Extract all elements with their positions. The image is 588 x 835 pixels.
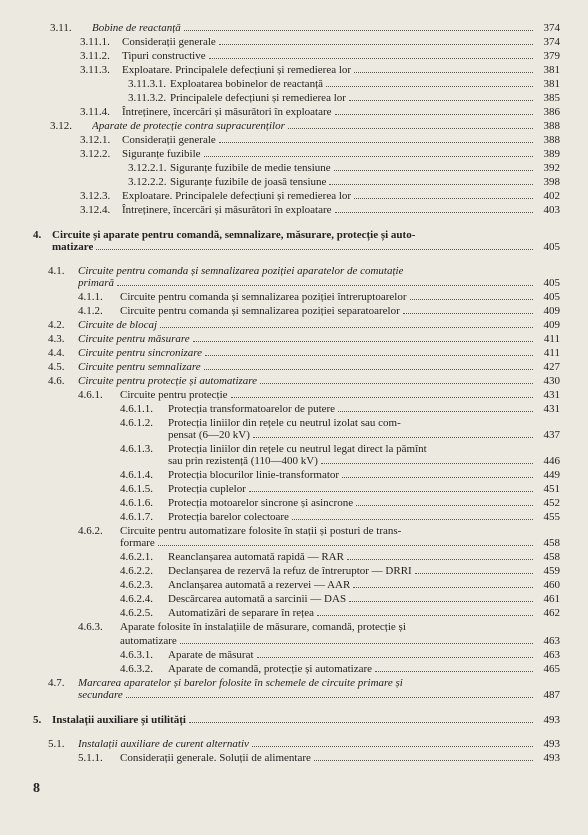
toc-entry-title: Circuite și aparate pentru comandă, semnalizare, măsurare, protecție și auto- (52, 229, 416, 241)
toc-entry (120, 497, 560, 510)
toc-entry-title: Siguranțe fuzibile (122, 148, 201, 160)
toc-entry-number: 3.11.4. (80, 106, 110, 118)
toc-entry-title: Considerații generale (122, 134, 216, 146)
toc-entry-number: 4.6.2.3. (120, 579, 153, 591)
toc-entry-page: 379 (543, 50, 560, 62)
toc-entry-page: 409 (543, 319, 560, 331)
toc-entry-page: 405 (543, 291, 560, 303)
toc-entry-page: 487 (543, 689, 560, 701)
toc-entry-number: 3.12.4. (80, 204, 111, 216)
dot-leader (204, 361, 533, 370)
dot-leader (231, 389, 533, 398)
dot-leader (205, 347, 533, 356)
toc-entry-number: 3.12. (50, 120, 72, 132)
toc-entry-page: 405 (543, 277, 560, 289)
toc-entry-title: Descărcarea automată a sarcinii — DAS (168, 593, 347, 605)
toc-entry (120, 403, 560, 416)
dot-leader (257, 649, 533, 658)
toc-entry-title: Circuite pentru comanda și semnalizarea poziției separatoarelor (120, 305, 400, 317)
toc-entry-page: 431 (543, 389, 560, 401)
toc-entry (78, 689, 560, 702)
toc-entry (80, 36, 560, 49)
dot-leader (180, 635, 533, 644)
toc-entry-page: 431 (543, 403, 560, 415)
toc-entry-number: 3.11.2. (80, 50, 110, 62)
dot-leader (415, 565, 533, 574)
toc-entry-title: Siguranțe fuzibile de joasă tensiune (170, 176, 327, 188)
toc-entry-title: Bobine de reactanță (92, 22, 181, 34)
toc-entry-title: Circuite pentru comanda și semnalizarea poziției întreruptoarelor (120, 291, 407, 303)
toc-entry-title: secundare (78, 689, 123, 701)
toc-entry-title: Exploatare. Principalele defecțiuni și remedierea lor (122, 190, 352, 202)
toc-entry-title: Circuite pentru măsurare (78, 333, 190, 345)
dot-leader (353, 579, 533, 588)
toc-entry-title: Aparate de comandă, protecție și automatizare (168, 663, 373, 675)
toc-entry (78, 277, 560, 290)
toc-entry-number: 4.4. (48, 347, 65, 359)
toc-entry-number: 4.6.1. (78, 389, 103, 401)
toc-entry-page: 451 (543, 483, 560, 495)
dot-leader (314, 752, 533, 761)
toc-entry (120, 593, 560, 606)
dot-leader (193, 333, 533, 342)
toc-entry-page: 493 (543, 738, 560, 750)
toc-entry-number: 4.7. (48, 677, 65, 689)
toc-entry-number: 4.6.2.4. (120, 593, 153, 605)
toc-entry-number: 4.5. (48, 361, 65, 373)
toc-entry-page: 446 (543, 455, 560, 467)
toc-entry (120, 607, 560, 620)
toc-entry-title: Considerații generale. Soluții de alimentare (120, 752, 311, 764)
toc-entry-title: Exploatarea bobinelor de reactanță (170, 78, 324, 90)
toc-entry-title: Protecția blocurilor linie-transformator (168, 469, 340, 481)
toc-entry-title: Automatizări de separare în rețea (168, 607, 314, 619)
toc-entry (48, 361, 560, 374)
toc-entry-number: 4.6.2.5. (120, 607, 153, 619)
dot-leader (126, 689, 533, 698)
dot-leader (342, 469, 533, 478)
dot-leader (334, 162, 533, 171)
toc-entry-title: Declanșarea de rezervă la refuz de întreruptor — DRRI (168, 565, 412, 577)
toc-entry (120, 565, 560, 578)
toc-entry-title: pensat (6—20 kV) (168, 429, 250, 441)
toc-entry-number: 4.6.2.2. (120, 565, 153, 577)
toc-entry-title: Considerații generale (122, 36, 216, 48)
toc-entry (128, 162, 560, 175)
toc-entry (78, 621, 560, 634)
dot-leader (338, 403, 533, 412)
toc-entry-title: Întreținere, încercări și măsurători în exploatare (122, 106, 332, 118)
dot-leader (184, 22, 533, 31)
toc-entry-number: 3.12.3. (80, 190, 111, 202)
toc-entry-number: 4.1.2. (78, 305, 103, 317)
toc-entry-page: 389 (543, 148, 560, 160)
dot-leader (260, 375, 533, 384)
toc-entry (120, 511, 560, 524)
toc-entry-page: 402 (543, 190, 560, 202)
toc-entry-number: 4.6.1.7. (120, 511, 153, 523)
toc-entry-title: Protecția liniilor din rețele cu neutrul legat direct la pămînt (168, 443, 427, 455)
toc-entry-number: 4.2. (48, 319, 65, 331)
toc-entry (80, 106, 560, 119)
toc-entry-number: 4. (33, 229, 42, 241)
toc-entry (120, 663, 560, 676)
toc-entry (48, 375, 560, 388)
toc-entry (128, 92, 560, 105)
toc-entry (48, 738, 560, 751)
toc-entry-page: 386 (543, 106, 560, 118)
toc-entry-number: 5.1. (48, 738, 65, 750)
dot-leader (403, 305, 533, 314)
toc-entry (33, 714, 560, 727)
dot-leader (160, 319, 533, 328)
dot-leader (335, 204, 533, 213)
toc-entry-title: Circuite pentru protecție (120, 389, 228, 401)
toc-entry-title: Circuite de blocaj (78, 319, 158, 331)
toc-entry-number: 4.6.3.1. (120, 649, 153, 661)
dot-leader (219, 134, 533, 143)
dot-leader (96, 241, 533, 250)
toc-entry-title: Instalații auxiliare și utilități (52, 714, 186, 726)
toc-entry-number: 4.6. (48, 375, 65, 387)
toc-entry-page: 388 (543, 134, 560, 146)
dot-leader (410, 291, 534, 300)
dot-leader (356, 497, 533, 506)
toc-entry-number: 3.11.3. (80, 64, 110, 76)
toc-entry (80, 190, 560, 203)
toc-entry-page: 388 (543, 120, 560, 132)
toc-entry-page: 460 (543, 579, 560, 591)
dot-leader (329, 176, 533, 185)
toc-entry-page: 398 (543, 176, 560, 188)
toc-entry-number: 4.6.1.3. (120, 443, 153, 455)
toc-entry-page: 463 (543, 649, 560, 661)
toc-entry-number: 4.6.3.2. (120, 663, 153, 675)
dot-leader (347, 551, 533, 560)
dot-leader (349, 92, 533, 101)
toc-entry-number: 3.12.1. (80, 134, 111, 146)
toc-entry (48, 319, 560, 332)
dot-leader (219, 36, 533, 45)
toc-entry-title: Tipuri constructive (122, 50, 206, 62)
toc-entry-title: Circuite pentru comanda și semnalizarea poziției aparatelor de comutație (78, 265, 404, 277)
toc-entry-number: 3.11.1. (80, 36, 110, 48)
dot-leader (209, 50, 533, 59)
toc-entry-title: Protecția liniilor din rețele cu neutrul izolat sau com- (168, 417, 401, 429)
toc-entry-page: 403 (543, 204, 560, 216)
toc-entry-number: 3.12.2.1. (128, 162, 167, 174)
toc-entry-title: Reanclanșarea automată rapidă — RAR (168, 551, 344, 563)
toc-entry-title: Circuite pentru automatizare folosite în stații și posturi de trans- (120, 525, 402, 537)
toc-entry-number: 3.11.3.2. (128, 92, 167, 104)
toc-entry (80, 204, 560, 217)
toc-entry-number: 4.6.1.2. (120, 417, 153, 429)
dot-leader (375, 663, 533, 672)
toc-entry-title: primară (78, 277, 115, 289)
toc-entry (80, 50, 560, 63)
toc-entry-title: automatizare (120, 635, 177, 647)
toc-entry (120, 649, 560, 662)
toc-entry-page: 430 (543, 375, 560, 387)
toc-entry (168, 455, 560, 468)
toc-entry-page: 411 (543, 347, 560, 359)
dot-leader (117, 277, 533, 286)
toc-entry-number: 4.3. (48, 333, 65, 345)
toc-entry-title: Circuite pentru protecție și automatizare (78, 375, 258, 387)
dot-leader (292, 511, 533, 520)
toc-entry (128, 176, 560, 189)
toc-entry-number: 3.11. (50, 22, 72, 34)
toc-entry-page: 374 (543, 22, 560, 34)
toc-entry-page: 374 (543, 36, 560, 48)
toc-entry-number: 3.11.3.1. (128, 78, 167, 90)
toc-entry-page: 461 (543, 593, 560, 605)
toc-entry-page: 463 (543, 635, 560, 647)
toc-entry-page: 452 (543, 497, 560, 509)
toc-entry (120, 551, 560, 564)
toc-entry (78, 291, 560, 304)
toc-entry (50, 22, 560, 35)
toc-entry-number: 4.6.3. (78, 621, 103, 633)
toc-entry (78, 752, 560, 765)
toc-entry-page: 493 (543, 752, 560, 764)
dot-leader (317, 607, 533, 616)
toc-entry-number: 5. (33, 714, 42, 726)
toc-entry-number: 4.6.1.5. (120, 483, 153, 495)
toc-entry-page: 455 (543, 511, 560, 523)
toc-entry-page: 405 (543, 241, 560, 253)
toc-entry-number: 4.6.1.4. (120, 469, 153, 481)
toc-entry (78, 305, 560, 318)
dot-leader (354, 190, 533, 199)
dot-leader (253, 429, 533, 438)
toc-entry-number: 5.1.1. (78, 752, 103, 764)
toc-entry-title: formare (120, 537, 155, 549)
toc-entry-page: 411 (543, 333, 560, 345)
toc-entry-page: 458 (543, 537, 560, 549)
toc-entry-page: 493 (543, 714, 560, 726)
toc-entry-number: 3.12.2. (80, 148, 111, 160)
toc-entry (128, 78, 560, 91)
toc-entry-title: Întreținere, încercări și măsurători în exploatare (122, 204, 332, 216)
toc-entry (120, 579, 560, 592)
toc-entry (120, 483, 560, 496)
toc-entry-page: 392 (543, 162, 560, 174)
toc-entry (80, 148, 560, 161)
toc-entry (52, 241, 560, 254)
toc-entry-title: sau prin rezistență (110—400 kV) (168, 455, 318, 467)
toc-entry-page: 385 (543, 92, 560, 104)
toc-entry-title: Aparate de protecție contra supracurenților (92, 120, 285, 132)
toc-entry-page: 381 (543, 64, 560, 76)
toc-entry-title: Principalele defecțiuni și remedierea lor (170, 92, 346, 104)
toc-entry-number: 4.6.1.1. (120, 403, 153, 415)
toc-entry (120, 469, 560, 482)
dot-leader (326, 78, 533, 87)
toc-entry (48, 333, 560, 346)
toc-entry-title: Marcarea aparatelor și barelor folosite în schemele de circuite primare și (78, 677, 403, 689)
toc-entry (78, 389, 560, 402)
toc-entry-number: 4.1.1. (78, 291, 103, 303)
toc-entry-page: 465 (543, 663, 560, 675)
toc-entry (50, 120, 560, 133)
toc-entry-page: 381 (543, 78, 560, 90)
toc-entry-title: Protecția cuplelor (168, 483, 246, 495)
toc-entry-title: Protecția transformatoarelor de putere (168, 403, 336, 415)
toc-entry-page: 409 (543, 305, 560, 317)
toc-entry-title: Protecția barelor colectoare (168, 511, 289, 523)
dot-leader (288, 120, 533, 129)
toc-entry-page: 437 (543, 429, 560, 441)
dot-leader (189, 714, 533, 723)
toc-entry-number: 4.1. (48, 265, 65, 277)
toc-entry-page: 459 (543, 565, 560, 577)
page-number: 8 (33, 781, 40, 796)
toc-entry (48, 347, 560, 360)
toc-entry (168, 429, 560, 442)
dot-leader (335, 106, 533, 115)
toc-entry-title: Protecția motoarelor sincrone și asincrone (168, 497, 354, 509)
toc-entry-title: Aparate de măsurat (168, 649, 254, 661)
toc-entry (80, 134, 560, 147)
toc-entry-page: 462 (543, 607, 560, 619)
toc-entry-title: Anclanșarea automată a rezervei — AAR (168, 579, 351, 591)
dot-leader (321, 455, 533, 464)
toc-entry-title: Circuite pentru sincronizare (78, 347, 203, 359)
toc-entry-number: 4.6.2. (78, 525, 103, 537)
toc-entry (80, 64, 560, 77)
toc-entry-title: Siguranțe fuzibile de medie tensiune (170, 162, 331, 174)
toc-entry-page: 449 (543, 469, 560, 481)
dot-leader (204, 148, 533, 157)
toc-entry-title: Aparate folosite în instalațiile de măsurare, comandă, protecție și (120, 621, 406, 633)
toc-entry-number: 3.12.2.2. (128, 176, 167, 188)
toc-entry-title: Instalații auxiliare de curent alternativ (78, 738, 249, 750)
toc-entry-page: 427 (543, 361, 560, 373)
toc-entry-page: 458 (543, 551, 560, 563)
toc-entry-number: 4.6.1.6. (120, 497, 153, 509)
toc-entry-title: matizare (52, 241, 94, 253)
toc-entry-title: Exploatare. Principalele defecțiuni și remedierea lor (122, 64, 352, 76)
toc-entry (120, 537, 560, 550)
dot-leader (252, 738, 533, 747)
toc-entry-number: 4.6.2.1. (120, 551, 153, 563)
dot-leader (354, 64, 533, 73)
dot-leader (249, 483, 533, 492)
dot-leader (158, 537, 533, 546)
toc-entry-title: Circuite pentru semnalizare (78, 361, 201, 373)
toc-entry (120, 635, 560, 648)
dot-leader (349, 593, 533, 602)
